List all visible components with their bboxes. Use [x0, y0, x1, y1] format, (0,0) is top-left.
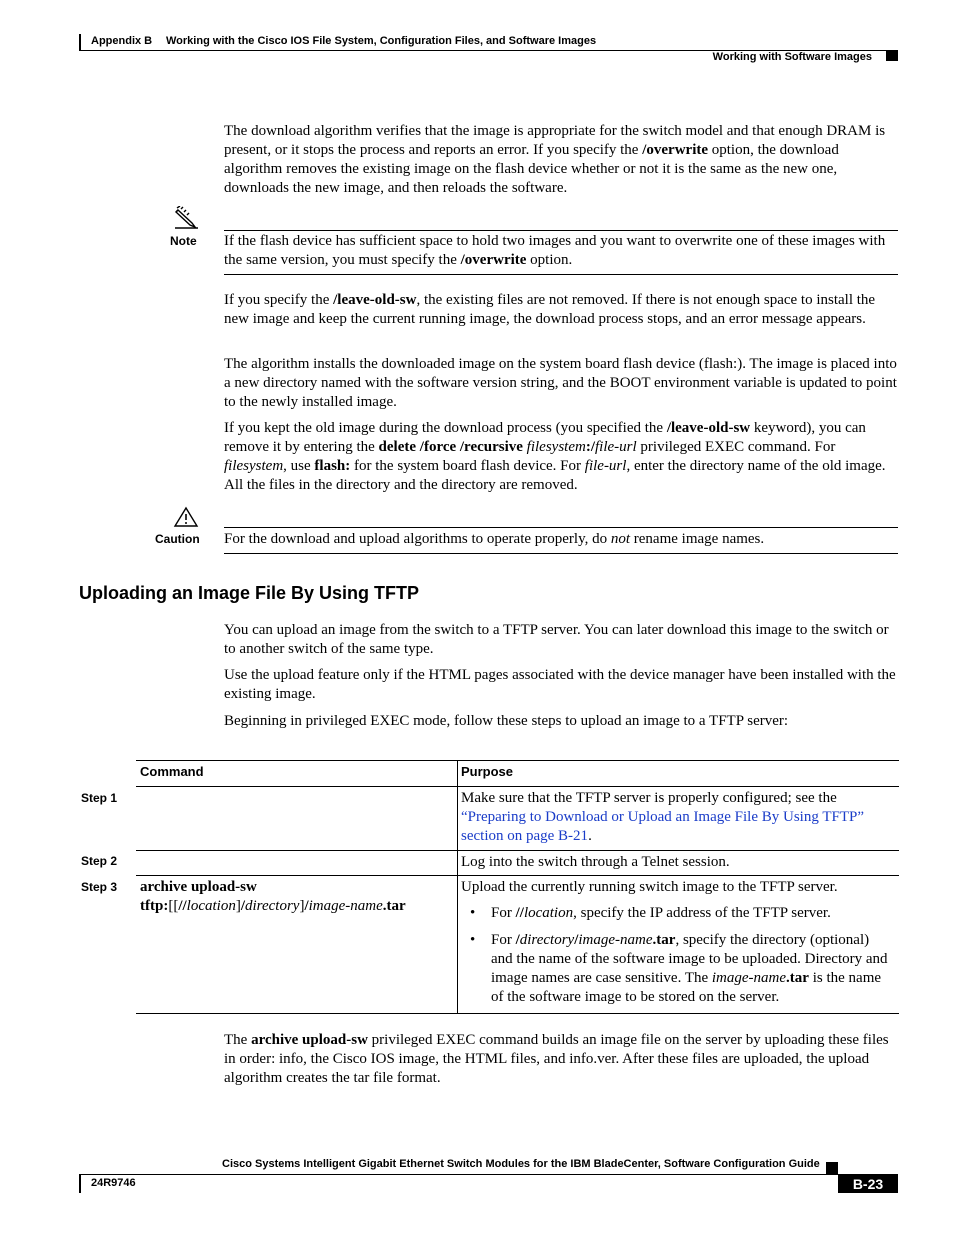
header-appendix: Appendix B	[91, 35, 153, 47]
footer-rule	[79, 1174, 898, 1175]
caution-label: Caution	[155, 532, 200, 546]
bullet-dot: •	[470, 905, 476, 921]
remove-old-image-paragraph: If you kept the old image during the download process (you specified the /leave-old-sw keyword), you can remove it by entering the delete /force /recursive filesystem:/file-url privileged EXEC command. For filesystem, use flash: for the system board flash device. For file-url, enter the directory name of the old image. All the files in the directory and the directory are removed.	[224, 420, 886, 493]
closing-paragraph: The archive upload-sw privileged EXEC command builds an image file on the server by uploading these files in order: info, the Cisco IOS image, the HTML files, and info.ver. After these files are uploaded, the upload algorithm creates the tar file format.	[224, 1032, 889, 1086]
step1-command-cell	[136, 787, 458, 851]
table-header-row	[136, 761, 899, 787]
section-paragraph-2: Use the upload feature only if the HTML pages associated with the device manager have been installed with the existing image.	[224, 667, 896, 702]
header-section-title: Working with Software Images	[712, 51, 872, 63]
warning-triangle-icon	[172, 506, 200, 528]
table-row	[136, 851, 899, 876]
step3-bullet-2: • For /directory/image-name.tar, specify the directory (optional) and the name of the software image to be uploaded. Directory and image names are case sensitive. The image-name.tar is the name of the software image to be stored on the server.	[470, 932, 888, 1005]
step3-command-line2: tftp:[[//location]/directory]/image-name.tar	[140, 898, 406, 914]
caution-top-rule	[224, 527, 898, 528]
step3-label: Step 3	[81, 880, 118, 894]
caution-bottom-rule	[224, 553, 898, 554]
pencil-icon	[172, 206, 200, 230]
note-bottom-rule	[224, 274, 898, 275]
caution-text: For the download and upload algorithms to operate properly, do not rename image names.	[224, 531, 765, 547]
footer-guide-title: Cisco Systems Intelligent Gigabit Ethernet Switch Modules for the IBM BladeCenter, Software Configuration Guide	[222, 1158, 820, 1170]
note-top-rule	[224, 230, 898, 231]
step3-purpose-text: Upload the currently running switch image to the TFTP server.	[461, 879, 838, 895]
step3-command-line1: archive upload-sw	[140, 879, 257, 895]
step3-purpose-cell	[458, 876, 900, 1014]
step1-label: Step 1	[81, 791, 118, 805]
preparing-download-link[interactable]: “Preparing to Download or Upload an Image File By Using TFTP” section on page B-21	[461, 809, 864, 844]
step2-command-cell	[136, 851, 458, 876]
header-chapter-title: Working with the Cisco IOS File System, Configuration Files, and Software Images	[166, 35, 597, 47]
table-header-command: Command	[136, 761, 458, 787]
section-heading: Uploading an Image File By Using TFTP	[79, 583, 420, 603]
step2-purpose-cell: Log into the switch through a Telnet session.	[461, 854, 730, 870]
footer-doc-number: 24R9746	[91, 1177, 136, 1189]
footer-left-bar	[79, 1174, 81, 1193]
algorithm-paragraph: The algorithm installs the downloaded image on the system board flash device (flash:). The image is placed into a new directory named with the software version string, and the BOOT environment variable is updated to point to the newly installed image.	[224, 356, 897, 410]
note-label: Note	[170, 234, 197, 248]
intro-paragraph: The download algorithm verifies that the image is appropriate for the switch model and that enough DRAM is present, or it stops the process and reports an error. If you specify the /overwrite option, the download algorithm removes the existing image on the flash device whether or not it is the same as the new one, downloads the new image, and then reloads the software.	[224, 123, 886, 196]
step2-label: Step 2	[81, 854, 118, 868]
step3-command-cell	[136, 876, 458, 1014]
table-row	[136, 787, 899, 851]
footer-page-number: B-23	[852, 1176, 884, 1192]
header-left-bar	[79, 34, 81, 51]
table-row	[136, 876, 899, 1014]
step3-bullet-1: • For //location, specify the IP address of the TFTP server.	[470, 905, 831, 921]
section-paragraph-1: You can upload an image from the switch to a TFTP server. You can later download this image to the switch or to another switch of the same type.	[224, 622, 889, 657]
leave-old-sw-paragraph: If you specify the /leave-old-sw, the existing files are not removed. If there is not enough space to install the new image and keep the current running image, the download process stops, and an error message appears.	[224, 292, 876, 327]
table-header-purpose: Purpose	[461, 764, 514, 779]
steps-table	[136, 760, 899, 1014]
bullet-dot: •	[470, 932, 476, 948]
note-text: If the flash device has sufficient space to hold two images and you want to overwrite one of these images with the same version, you must specify the /overwrite option.	[224, 233, 886, 268]
step1-purpose-cell: Make sure that the TFTP server is properly configured; see the “Preparing to Download or Upload an Image File By Using TFTP” section on page B-21.	[461, 790, 864, 844]
section-paragraph-3: Beginning in privileged EXEC mode, follow these steps to upload an image to a TFTP server:	[224, 713, 789, 729]
footer-page-tab	[826, 1162, 838, 1174]
header-marker-block	[886, 51, 898, 61]
